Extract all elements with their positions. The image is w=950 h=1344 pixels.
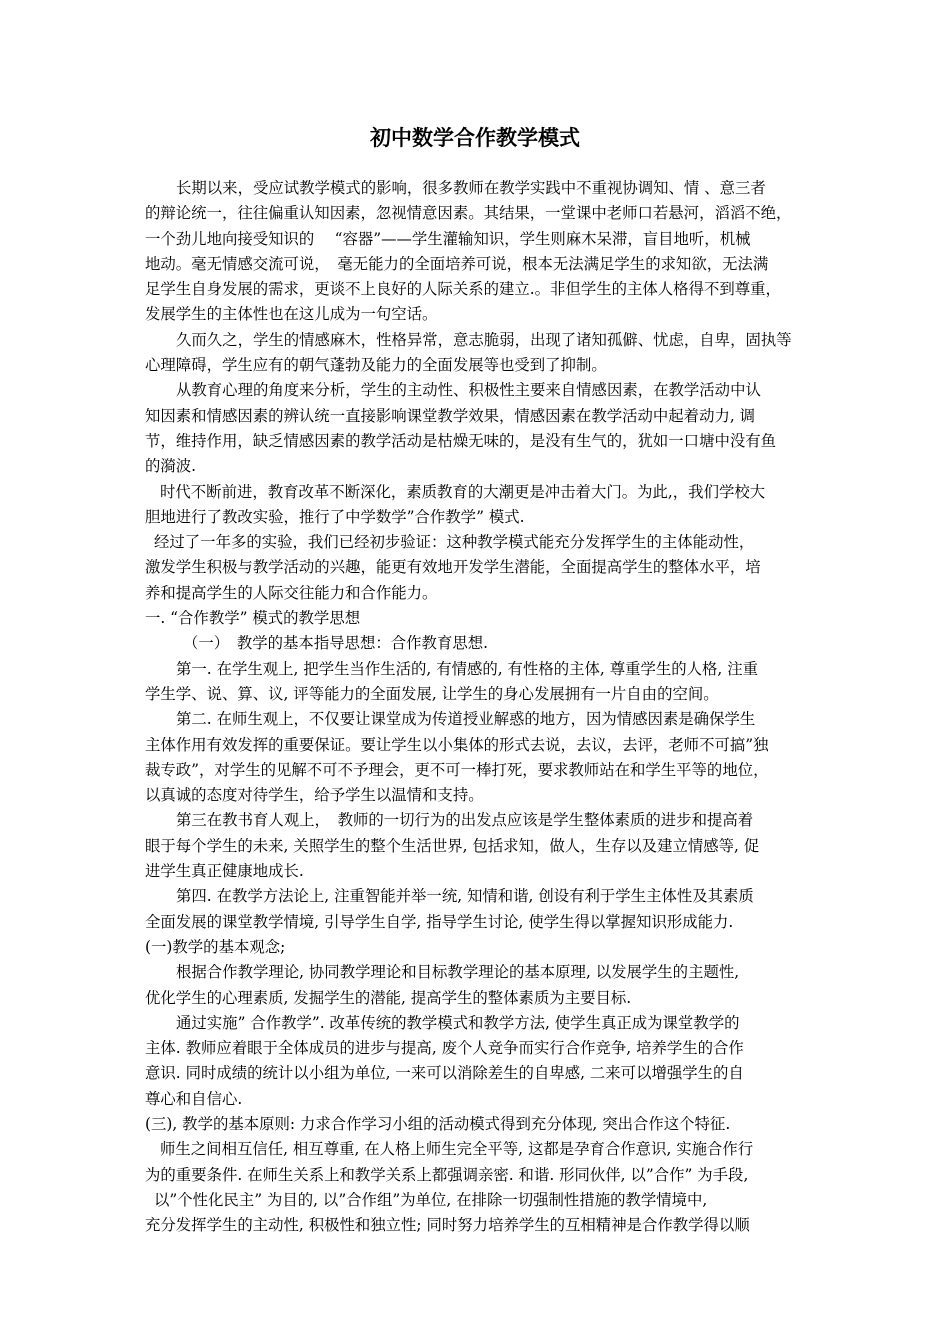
text-line: 发展学生的主体性也在这儿成为一句空话。 — [145, 305, 438, 324]
text-line: 经过了一年多的实验，我们已经初步验证：这种教学模式能充分发挥学生的主体能动性， — [154, 533, 755, 552]
text-line: 第二. 在师生观上，不仅要让课堂成为传道授业解惑的地方，因为情感因素是确保学生 — [176, 710, 756, 729]
text-line: 充分发挥学生的主动性, 积极性和独立性; 同时努力培养学生的互相精神是合作教学得以顺 — [145, 1216, 750, 1235]
text-line: （一） 教学的基本指导思想：合作教育思想. — [183, 634, 489, 653]
text-line: 节，维持作用，缺乏情感因素的教学活动是枯燥无味的，是没有生气的，犹如一口塘中没有鱼 — [145, 431, 777, 450]
text-line: 主体作用有效发挥的重要保证。要让学生以小集体的形式去说，去议，去评，老师不可搞”独 — [145, 735, 769, 754]
text-line: 以”个性化民主” 为目的, 以”合作组”为单位, 在排除一切强制性措施的教学情境中, — [154, 1190, 708, 1209]
text-line: 的辩论统一，往往偏重认知因素，忽视情意因素。其结果，一堂课中老师口若悬河，滔滔不绝， — [145, 204, 792, 223]
text-line: 的漪波. — [145, 457, 197, 476]
text-line: 优化学生的心理素质, 发掘学生的潜能, 提高学生的整体素质为主要目标. — [145, 988, 632, 1007]
document-title: 初中数学合作教学模式 — [370, 126, 580, 150]
text-line: 从教育心理的角度来分析，学生的主动性、积极性主要来自情感因素，在教学活动中认 — [176, 381, 761, 400]
document-body — [145, 176, 825, 1238]
text-line: 裁专政”，对学生的见解不可不予理会，更不可一棒打死，要求教师站在和学生平等的地位， — [145, 760, 769, 779]
text-line: 意识. 同时成绩的统计以小组为单位, 一来可以消除差生的自卑感, 二来可以增强学生的自 — [145, 1064, 744, 1083]
text-line: 一个劲儿地向接受知识的 “容器”——学生灌输知识，学生则麻木呆滞，盲目地听，机械 — [145, 229, 751, 248]
text-line: 地动。毫无情感交流可说， 毫无能力的全面培养可说，根本无法满足学生的求知欲，无法满 — [145, 254, 769, 273]
text-line: 进学生真正健康地成长. — [145, 862, 304, 881]
text-line: 知因素和情感因素的辨认统一直接影响课堂教学效果，情感因素在教学活动中起着动力, 调 — [145, 406, 756, 425]
text-line: 足学生自身发展的需求，更谈不上良好的人际关系的建立.。非但学生的主体人格得不到尊重， — [145, 280, 781, 299]
text-line: 以真诚的态度对待学生，给予学生以温情和支持。 — [145, 786, 484, 805]
text-line: 胆地进行了教改实验，推行了中学数学”合作教学” 模式. — [145, 507, 525, 526]
text-line: 激发学生积极与教学活动的兴趣，能更有效地开发学生潜能，全面提高学生的整体水平，培 — [145, 558, 761, 577]
text-line: 一. “合作教学” 模式的教学思想 — [145, 609, 361, 628]
text-line: 师生之间相互信任, 相互尊重, 在人格上师生完全平等, 这都是孕育合作意识, 实施合作行 — [160, 1140, 754, 1159]
text-line: (三), 教学的基本原则: 力求合作学习小组的活动模式得到充分体现, 突出合作这个特征. — [145, 1114, 731, 1133]
text-line: 长期以来，受应试教学模式的影响，很多教师在教学实践中不重视协调知、情 、意三者 — [176, 179, 766, 197]
text-line: 久而久之，学生的情感麻木，性格异常，意志脆弱，出现了诸知孤僻、忧虑，自卑，固执等 — [176, 330, 792, 349]
text-line: 心理障碍，学生应有的朝气蓬勃及能力的全面发展等也受到了抑制。 — [145, 356, 607, 375]
text-line: 根据合作教学理论, 协同教学理论和目标教学理论的基本原理, 以发展学生的主题性, — [176, 963, 740, 982]
text-line: 第四. 在教学方法论上, 注重智能并举一统, 知情和谐, 创设有利于学生主体性及其素质 — [176, 887, 754, 906]
text-line: 尊心和自信心. — [145, 1089, 243, 1108]
text-line: 学生学、说、算、议, 评等能力的全面发展, 让学生的身心发展拥有一片自由的空间。 — [145, 684, 719, 703]
text-line: 全面发展的课堂教学情境, 引导学生自学, 指导学生讨论, 使学生得以掌握知识形成能力. — [145, 912, 734, 931]
text-line: 养和提高学生的人际交往能力和合作能力。 — [145, 583, 438, 602]
text-line: 第一. 在学生观上, 把学生当作生活的, 有情感的, 有性格的主体, 尊重学生的人格, 注重 — [176, 659, 758, 678]
text-line: 为的重要条件. 在师生关系上和教学关系上都强调亲密. 和谐. 形同伙伴, 以”合作” 为手段, — [145, 1165, 749, 1184]
text-line: 第三在教书育人观上， 教师的一切行为的出发点应该是学生整体素质的进步和提高着 — [176, 811, 754, 830]
text-line: 时代不断前进，教育改革不断深化，素质教育的大潮更是冲击着大门。为此,，我们学校大 — [160, 482, 766, 501]
text-line: 主体. 教师应着眼于全体成员的进步与提高, 废个人竞争而实行合作竞争, 培养学生的合作 — [145, 1039, 744, 1058]
text-line: 眼于每个学生的未来, 关照学生的整个生活世界, 包括求知，做人，生存以及建立情感等, 促 — [145, 836, 760, 855]
text-line: (一)教学的基本观念; — [145, 937, 286, 956]
text-line: 通过实施” 合作教学”. 改革传统的教学模式和教学方法, 使学生真正成为课堂教学的 — [176, 1013, 740, 1032]
